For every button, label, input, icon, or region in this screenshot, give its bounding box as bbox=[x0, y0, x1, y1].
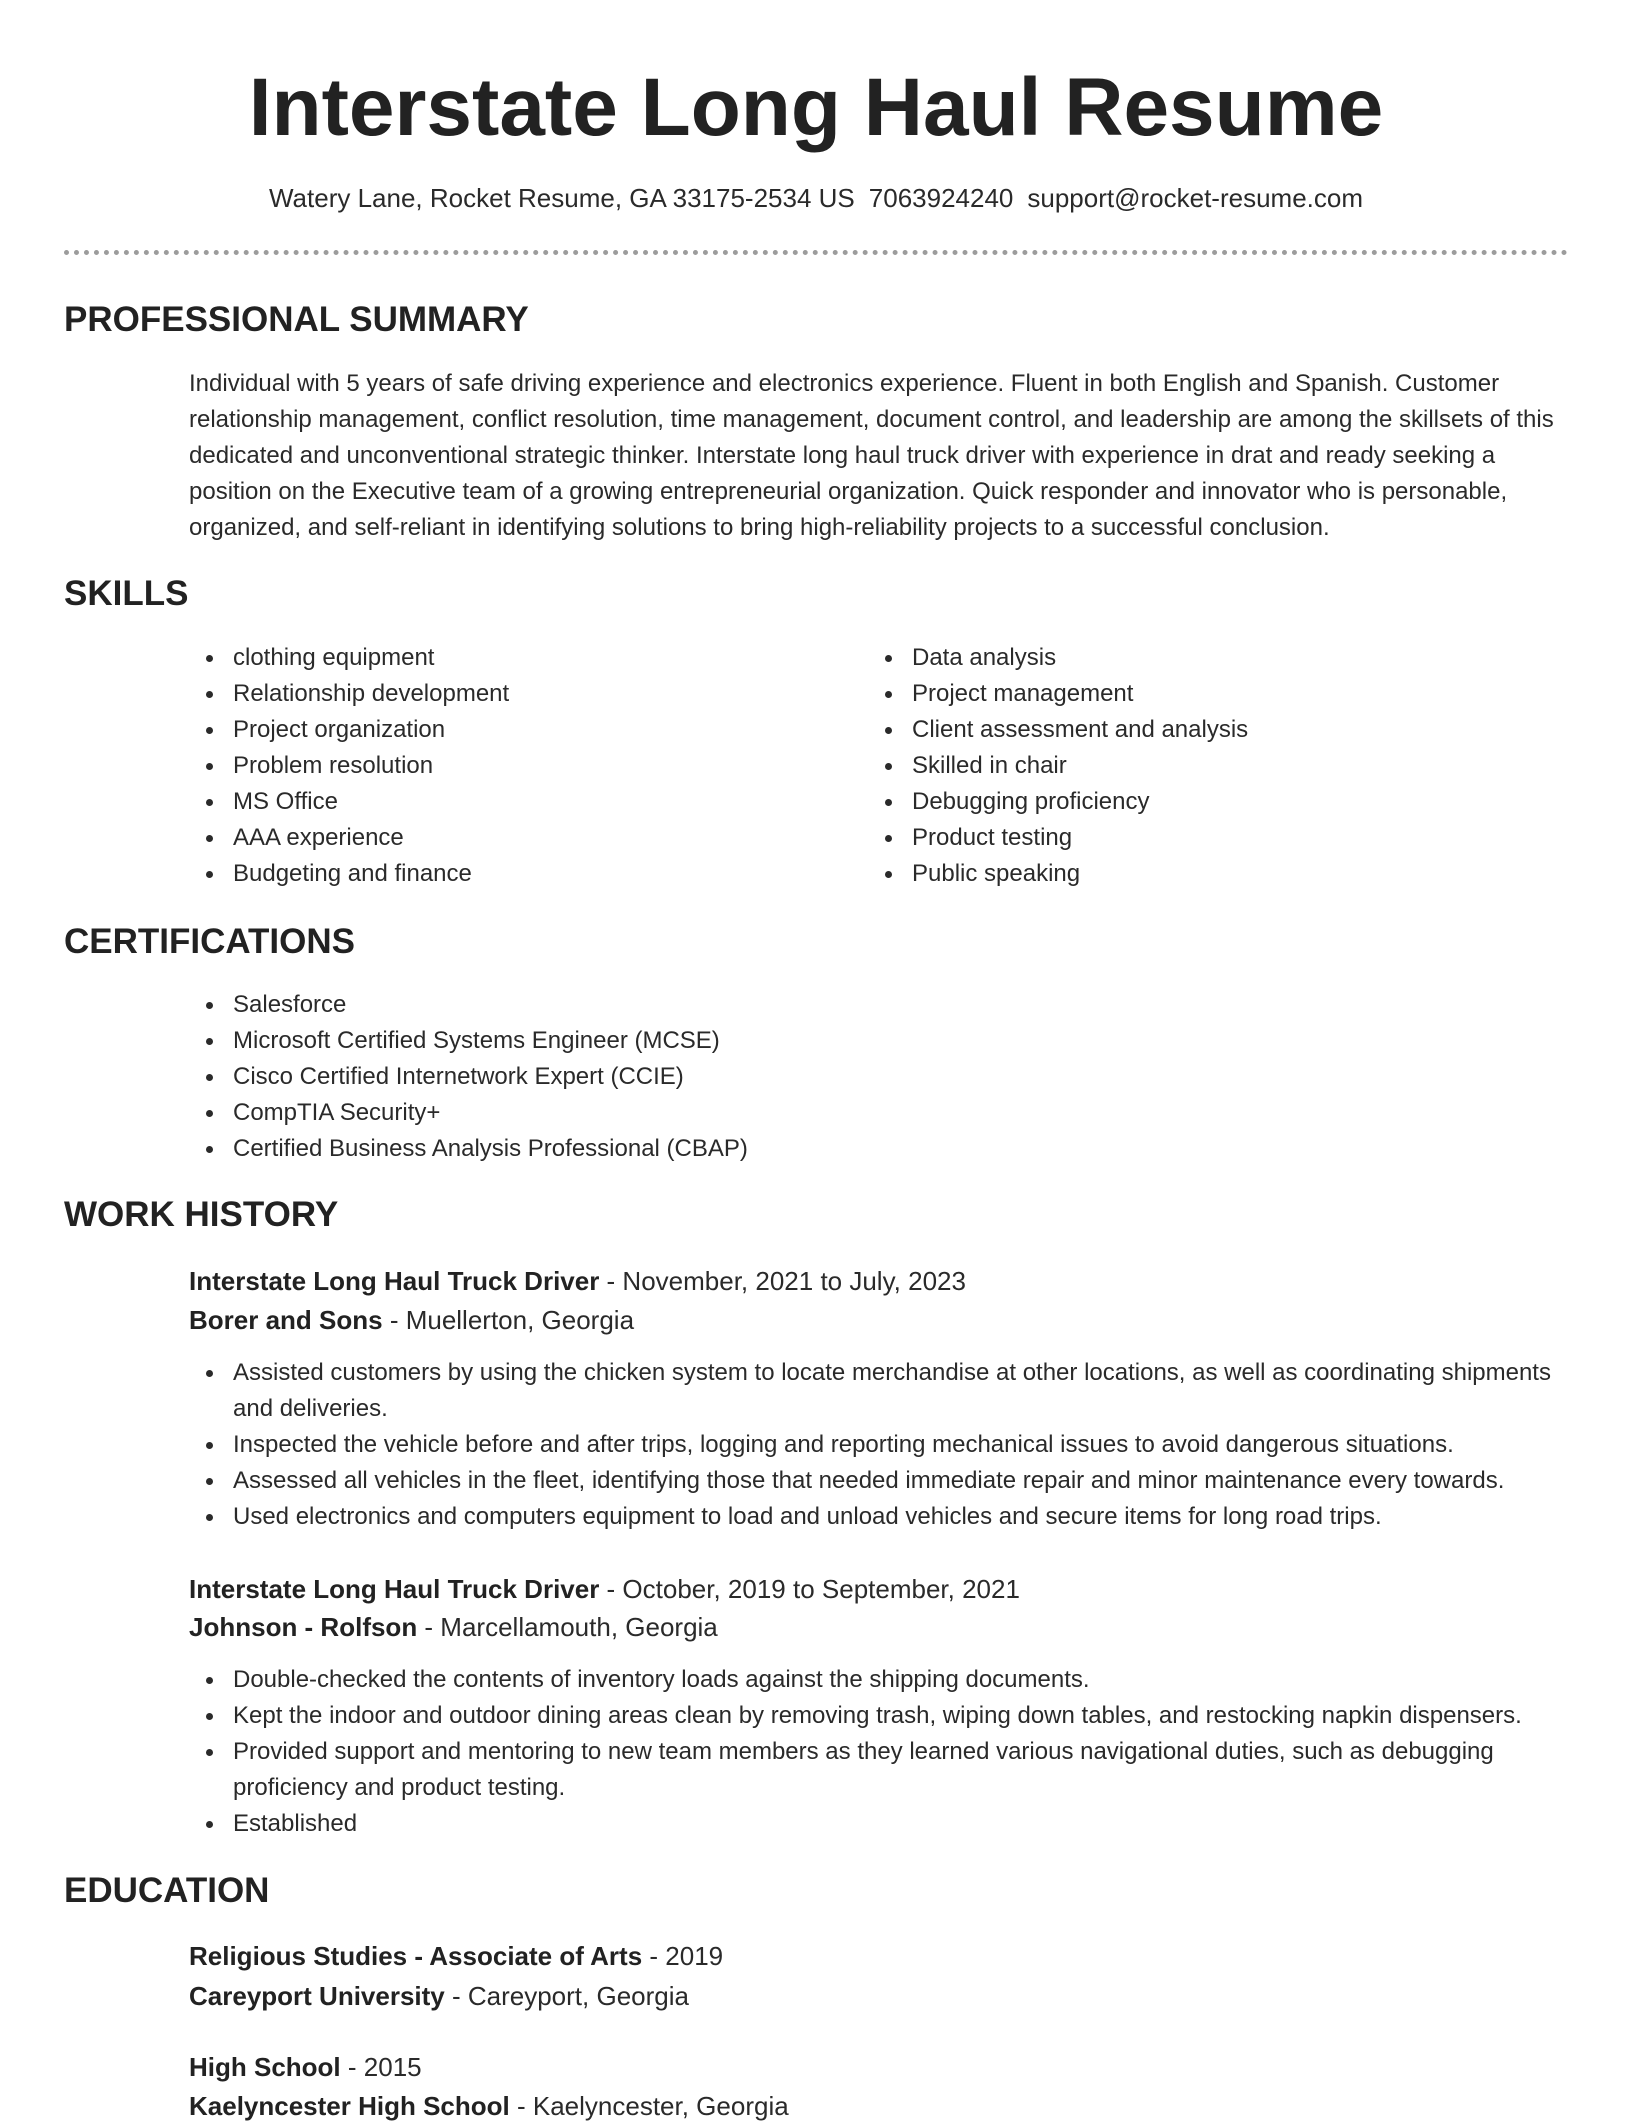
certification-item: Microsoft Certified Systems Engineer (MCSE) bbox=[189, 1023, 1569, 1059]
job-bullet: Used electronics and computers equipment to load and unload vehicles and secure items for long road trips. bbox=[189, 1499, 1569, 1535]
certification-item: Cisco Certified Internetwork Expert (CCIE) bbox=[189, 1059, 1569, 1095]
education-school-line bbox=[189, 2087, 1569, 2125]
contact-email: support@rocket-resume.com bbox=[1027, 183, 1364, 213]
job-title-line bbox=[189, 1262, 1569, 1300]
skill-item: clothing equipment bbox=[189, 640, 849, 676]
skill-item: Client assessment and analysis bbox=[868, 712, 1528, 748]
job-bullets bbox=[189, 1662, 1569, 1842]
job-company: Borer and Sons bbox=[189, 1305, 383, 1335]
summary-text: Individual with 5 years of safe driving experience and electronics experience. Fluent in both English and Spanish. Customer relationship management, conflict resolution, time management, document control, and leadership are among the skillsets of this dedicated and unconventional strategic thinker. Interstate long haul truck driver with experience in drat and ready seeking a position on the Executive team of a growing entrepreneurial organization. Quick responder and innovator who is personable, organized, and self-reliant in identifying solutions to bring high-reliability projects to a successful conclusion. bbox=[189, 370, 1554, 541]
job-bullet: Kept the indoor and outdoor dining areas clean by removing trash, wiping down tables, and restocking napkin dispensers. bbox=[189, 1698, 1569, 1734]
education-title: EDUCATION bbox=[64, 1871, 270, 1910]
skill-item: Skilled in chair bbox=[868, 748, 1528, 784]
job-bullet: Assisted customers by using the chicken system to locate merchandise at other locations, as well as coordinating shipments and deliveries. bbox=[189, 1355, 1569, 1427]
skill-item: Debugging proficiency bbox=[868, 784, 1528, 820]
skill-item: Problem resolution bbox=[189, 748, 849, 784]
job-company-line bbox=[189, 1608, 1569, 1646]
job-dates: - November, 2021 to July, 2023 bbox=[599, 1266, 966, 1296]
certifications-title: CERTIFICATIONS bbox=[64, 922, 356, 961]
skill-item: Project organization bbox=[189, 712, 849, 748]
education-degree: High School bbox=[189, 2052, 341, 2082]
education-degree-line bbox=[189, 1937, 1569, 1975]
education-location: - Kaelyncester, Georgia bbox=[509, 2091, 789, 2121]
certification-item: Certified Business Analysis Professional (CBAP) bbox=[189, 1131, 1569, 1167]
contact-line bbox=[0, 180, 1632, 216]
job-company: Johnson - Rolfson bbox=[189, 1612, 418, 1642]
skill-item: Relationship development bbox=[189, 676, 849, 712]
job-bullet: Assessed all vehicles in the fleet, identifying those that needed immediate repair and minor maintenance every towards. bbox=[189, 1463, 1569, 1499]
skills-column-right bbox=[868, 640, 1528, 892]
work-title: WORK HISTORY bbox=[64, 1195, 339, 1234]
job-bullets bbox=[189, 1355, 1569, 1535]
skills-column-left bbox=[189, 640, 849, 892]
job-location: - Marcellamouth, Georgia bbox=[417, 1612, 718, 1642]
header-divider bbox=[64, 250, 1568, 255]
skill-item: Product testing bbox=[868, 820, 1528, 856]
certifications-list bbox=[189, 987, 1569, 1167]
skills-title: SKILLS bbox=[64, 574, 189, 613]
job-bullet: Established bbox=[189, 1806, 1569, 1842]
resume-name: Interstate Long Haul Resume bbox=[248, 62, 1384, 153]
education-location: - Careyport, Georgia bbox=[444, 1981, 689, 2011]
job-company-line bbox=[189, 1301, 1569, 1339]
education-school: Kaelyncester High School bbox=[189, 2091, 510, 2121]
education-year: - 2015 bbox=[340, 2052, 422, 2082]
education-school: Careyport University bbox=[189, 1981, 445, 2011]
job-bullet: Provided support and mentoring to new team members as they learned various navigational duties, such as debugging proficiency and product testing. bbox=[189, 1734, 1569, 1806]
contact-address: Watery Lane, Rocket Resume, GA 33175-2534 US bbox=[268, 183, 855, 213]
certification-item: Salesforce bbox=[189, 987, 1569, 1023]
certification-item: CompTIA Security+ bbox=[189, 1095, 1569, 1131]
job-title-line bbox=[189, 1570, 1569, 1608]
skill-item: AAA experience bbox=[189, 820, 849, 856]
education-degree-line bbox=[189, 2048, 1569, 2086]
job-dates: - October, 2019 to September, 2021 bbox=[599, 1574, 1020, 1604]
job-bullet: Double-checked the contents of inventory loads against the shipping documents. bbox=[189, 1662, 1569, 1698]
skill-item: Project management bbox=[868, 676, 1528, 712]
job-role: Interstate Long Haul Truck Driver bbox=[189, 1574, 600, 1604]
education-school-line bbox=[189, 1977, 1569, 2015]
skill-item: MS Office bbox=[189, 784, 849, 820]
job-bullet: Inspected the vehicle before and after trips, logging and reporting mechanical issues to avoid dangerous situations. bbox=[189, 1427, 1569, 1463]
job-role: Interstate Long Haul Truck Driver bbox=[189, 1266, 600, 1296]
education-degree: Religious Studies - Associate of Arts bbox=[189, 1941, 643, 1971]
skill-item: Budgeting and finance bbox=[189, 856, 849, 892]
summary-title: PROFESSIONAL SUMMARY bbox=[64, 300, 529, 339]
skill-item: Data analysis bbox=[868, 640, 1528, 676]
education-year: - 2019 bbox=[642, 1941, 724, 1971]
skill-item: Public speaking bbox=[868, 856, 1528, 892]
contact-phone: 7063924240 bbox=[868, 183, 1014, 213]
job-location: - Muellerton, Georgia bbox=[382, 1305, 635, 1335]
